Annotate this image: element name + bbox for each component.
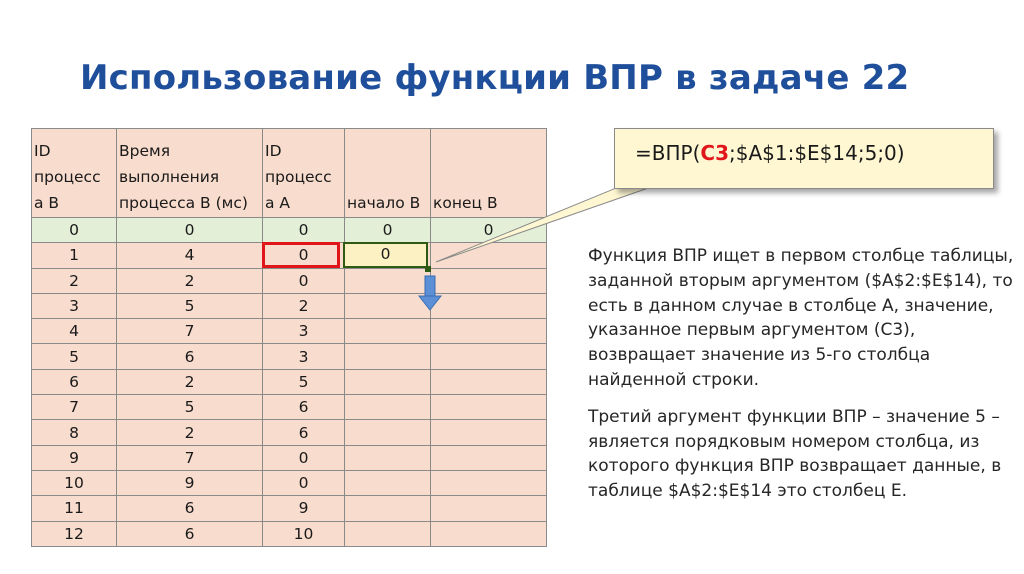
table-cell[interactable]: 9: [117, 470, 263, 495]
table-cell[interactable]: 4: [32, 319, 117, 344]
table-cell[interactable]: 0: [345, 218, 431, 243]
header-text-line: конец В: [433, 194, 498, 212]
explanation-text: [588, 244, 1018, 516]
table-cell[interactable]: 6: [32, 369, 117, 394]
table-cell[interactable]: 2: [117, 268, 263, 293]
formula-callout: [614, 128, 994, 189]
table-cell[interactable]: 9: [32, 445, 117, 470]
table-cell[interactable]: 7: [117, 319, 263, 344]
table-cell[interactable]: 12: [32, 521, 117, 546]
table-cell[interactable]: 3: [32, 293, 117, 318]
down-arrow-icon: [419, 276, 441, 310]
table-cell[interactable]: 0: [263, 268, 345, 293]
table-cell[interactable]: 5: [263, 369, 345, 394]
explanation-paragraph-1: Функция ВПР ищет в первом столбце таблицы, заданной вторым аргументом ($A$2:$E$14), то есть в данном случае в столбце А, значение, указанное первым аргументом (C3), возвращает значение из 5-го столбца найденной строки.: [588, 246, 1014, 390]
table-cell[interactable]: 0: [32, 218, 117, 243]
table-cell[interactable]: 6: [117, 496, 263, 521]
table-cell[interactable]: 7: [117, 445, 263, 470]
header-text-line: Время: [119, 142, 171, 160]
table-cell[interactable]: 6: [117, 521, 263, 546]
header-text-line: выполнения: [119, 168, 220, 186]
table-cell[interactable]: 2: [117, 369, 263, 394]
table-cell[interactable]: 0: [117, 218, 263, 243]
table-cell[interactable]: 4: [117, 243, 263, 268]
table-cell[interactable]: 11: [32, 496, 117, 521]
header-text-line: а А: [265, 194, 291, 212]
table-cell[interactable]: 2: [117, 420, 263, 445]
header-text-line: процесса В (мс): [119, 194, 248, 212]
table-cell[interactable]: 3: [263, 344, 345, 369]
formula-suffix: ;$A$1:$E$14;5;0): [728, 141, 905, 165]
table-cell[interactable]: 0: [263, 445, 345, 470]
header-text-line: а В: [34, 194, 60, 212]
table-cell[interactable]: 1: [32, 243, 117, 268]
table-cell[interactable]: 6: [263, 420, 345, 445]
slide-title: Использование функции ВПР в задаче 22: [80, 58, 910, 98]
table-cell[interactable]: 2: [263, 293, 345, 318]
table-cell[interactable]: 9: [263, 496, 345, 521]
table-cell[interactable]: 7: [32, 395, 117, 420]
table-cell[interactable]: 3: [263, 319, 345, 344]
table-cell[interactable]: 5: [32, 344, 117, 369]
table-cell[interactable]: 5: [117, 395, 263, 420]
table-cell[interactable]: 0: [263, 218, 345, 243]
table-cell[interactable]: 10: [32, 470, 117, 495]
table-cell[interactable]: 6: [117, 344, 263, 369]
explanation-paragraph-2: Третий аргумент функции ВПР – значение 5 – является порядковым номером столбца, из которого функция ВПР возвращает данные, в таблице $A$2:$E$14 это столбец E.: [588, 406, 1002, 502]
table-cell[interactable]: 5: [117, 293, 263, 318]
table-cell[interactable]: 6: [263, 395, 345, 420]
header-text-line: ID: [265, 142, 282, 160]
header-text-line: ID: [34, 142, 51, 160]
table-cell[interactable]: 0: [263, 470, 345, 495]
header-text-line: процесс: [265, 168, 332, 186]
table-cell[interactable]: 2: [32, 268, 117, 293]
active-cell-d3[interactable]: 0: [343, 242, 428, 268]
table-cell[interactable]: 10: [263, 521, 345, 546]
formula-prefix: =ВПР(: [635, 141, 701, 165]
table-cell[interactable]: 0: [431, 218, 547, 243]
header-text-line: начало В: [347, 194, 421, 212]
formula-lookup-ref: C3: [700, 141, 729, 165]
table-cell[interactable]: 0: [263, 243, 345, 268]
formula-text: [635, 141, 905, 165]
table-cell[interactable]: 8: [32, 420, 117, 445]
header-text-line: процесс: [34, 168, 101, 186]
